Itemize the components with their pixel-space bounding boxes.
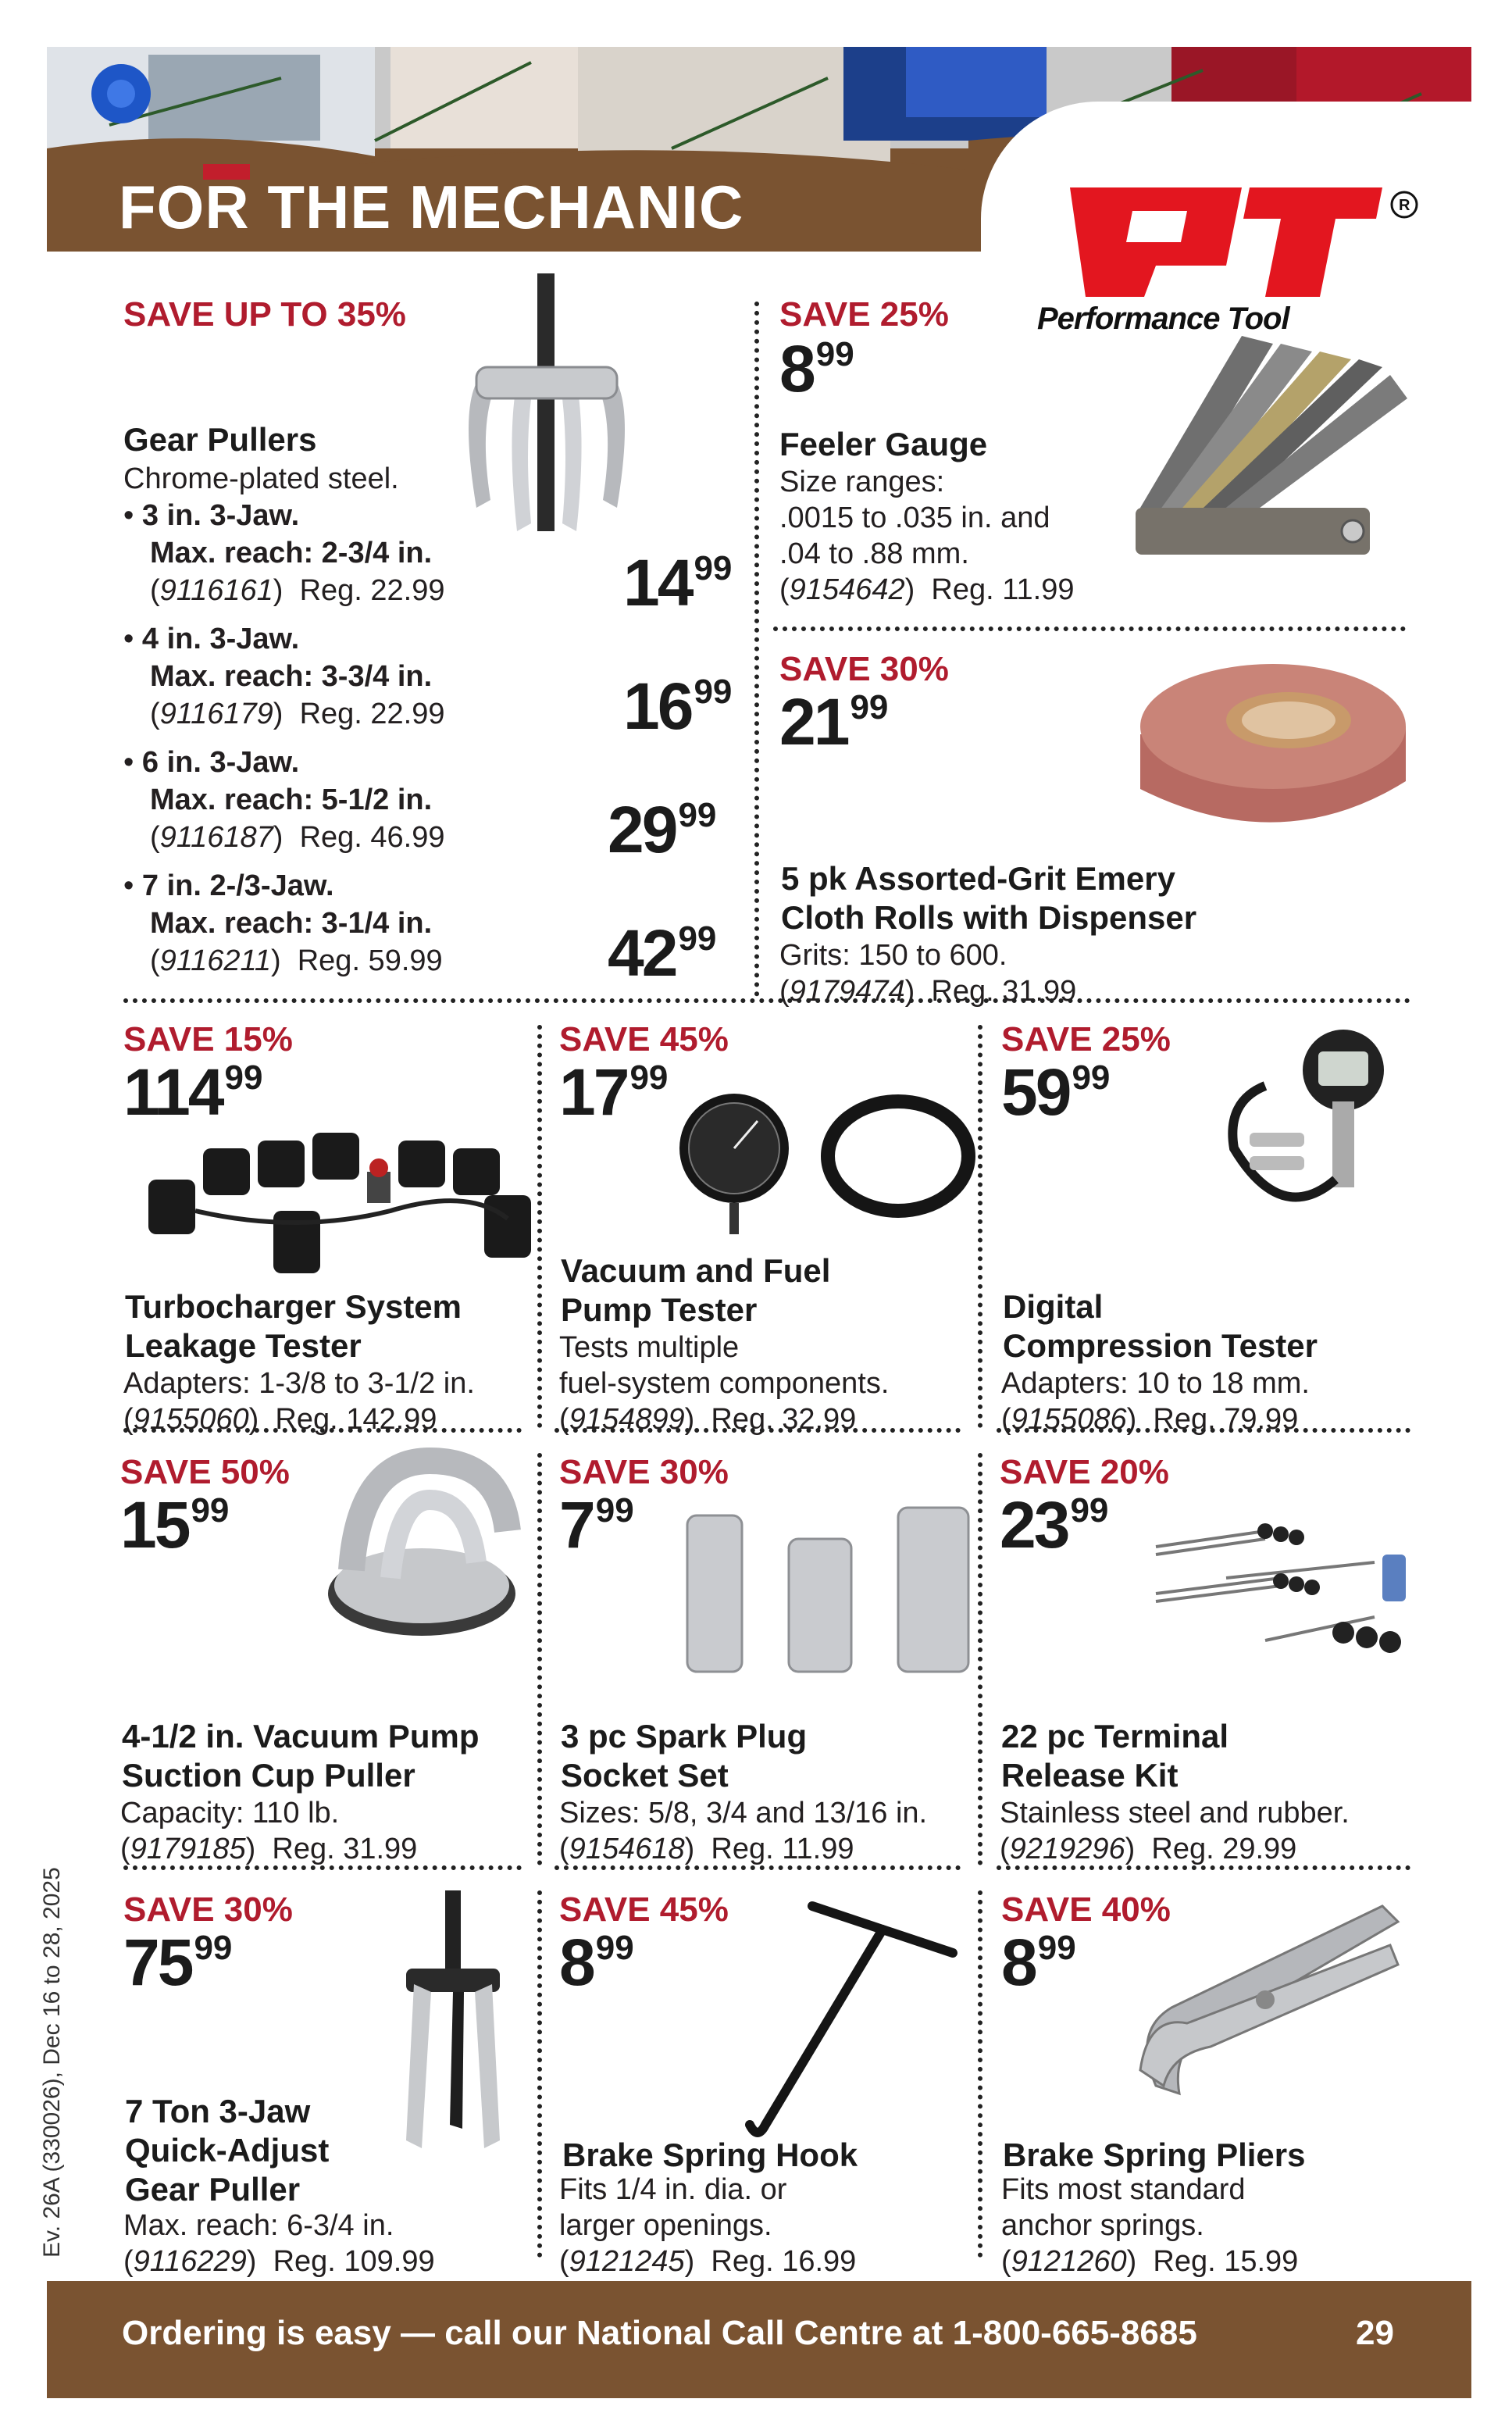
feeler-gauge-reg: (9154642) Reg. 11.99 xyxy=(779,573,1075,606)
emery-title: 5 pk Assorted-Grit Emery xyxy=(781,860,1175,897)
list-item-reg: (9116161) Reg. 22.99 xyxy=(150,574,445,607)
list-item: • 4 in. 3-Jaw. xyxy=(123,623,300,655)
product-price: $7^{99}$ xyxy=(559,1488,634,1562)
product-save: SAVE 30% xyxy=(123,1890,293,1929)
product-price: $23^{99}$ xyxy=(1000,1488,1109,1562)
list-item-reg: (9116179) Reg. 22.99 xyxy=(150,698,445,730)
divider xyxy=(754,302,759,997)
product-title: Suction Cup Puller xyxy=(122,1757,415,1794)
product-desc: Adapters: 1-3/8 to 3-1/2 in. xyxy=(123,1367,475,1400)
product-save: SAVE 40% xyxy=(1001,1890,1171,1929)
suction-cup-puller-image xyxy=(312,1445,531,1648)
flyer-page xyxy=(39,47,1471,2398)
price: $29^{99}$ xyxy=(608,793,717,866)
turbocharger-tester-image xyxy=(141,1125,547,1281)
product-desc: anchor springs. xyxy=(1001,2209,1204,2242)
spark-plug-socket-image xyxy=(679,1500,992,1687)
emery-title: Cloth Rolls with Dispenser xyxy=(781,899,1197,936)
terminal-release-kit-image xyxy=(1109,1515,1421,1687)
product-title: Socket Set xyxy=(561,1757,729,1794)
divider xyxy=(555,1865,961,1870)
vacuum-fuel-tester-image xyxy=(664,1078,992,1258)
product-price: $17^{99}$ xyxy=(559,1055,669,1129)
product-reg: (9155086) Reg. 79.99 xyxy=(1001,1403,1299,1436)
product-title: Compression Tester xyxy=(1003,1327,1318,1364)
feeler-gauge-desc: Size ranges: xyxy=(779,466,945,498)
product-price: $15^{99}$ xyxy=(120,1488,230,1562)
brake-spring-pliers-image xyxy=(1125,1890,1421,2125)
footer-bar xyxy=(47,2281,1471,2398)
divider xyxy=(537,1453,542,1865)
feeler-gauge-desc: .0015 to .035 in. and xyxy=(779,502,1050,534)
product-title: 3 pc Spark Plug xyxy=(561,1718,808,1755)
quick-adjust-gear-puller-image xyxy=(375,1890,531,2179)
list-item: • 6 in. 3-Jaw. xyxy=(123,746,300,779)
list-item-reach: Max. reach: 3-3/4 in. xyxy=(150,660,433,693)
gear-pullers-title: Gear Pullers xyxy=(123,421,317,458)
price: $16^{99}$ xyxy=(623,669,733,743)
product-title: Quick-Adjust xyxy=(125,2132,330,2169)
product-desc: fuel-system components. xyxy=(559,1367,890,1400)
product-reg: (9219296) Reg. 29.99 xyxy=(1000,1833,1297,1865)
divider xyxy=(555,1428,961,1433)
list-item-reg: (9116211) Reg. 59.99 xyxy=(150,944,443,977)
product-save: SAVE 45% xyxy=(559,1020,729,1058)
product-reg: (9121260) Reg. 15.99 xyxy=(1001,2245,1299,2278)
section-title: FOR THE MECHANIC xyxy=(119,173,744,241)
feeler-gauge-price: $8^{99}$ xyxy=(779,332,854,405)
product-save: SAVE 20% xyxy=(1000,1453,1169,1491)
emery-save: SAVE 30% xyxy=(779,650,949,688)
product-title: Pump Tester xyxy=(561,1291,758,1328)
list-item-reach: Max. reach: 2-3/4 in. xyxy=(150,537,433,569)
product-title: Turbocharger System xyxy=(125,1288,462,1325)
divider xyxy=(123,1865,522,1870)
feeler-gauge-image xyxy=(1132,320,1429,602)
product-title: Brake Spring Pliers xyxy=(1003,2136,1306,2173)
list-item-reg: (9116187) Reg. 46.99 xyxy=(150,821,445,854)
divider xyxy=(123,1428,522,1433)
product-desc: larger openings. xyxy=(559,2209,772,2242)
price: $14^{99}$ xyxy=(623,546,733,619)
product-save: SAVE 15% xyxy=(123,1020,293,1058)
emery-price: $21^{99}$ xyxy=(779,685,889,759)
price: $42^{99}$ xyxy=(608,916,717,990)
gear-pullers-desc: Chrome-plated steel. xyxy=(123,462,399,495)
product-reg: (9116229) Reg. 109.99 xyxy=(123,2245,435,2278)
product-price: $59^{99}$ xyxy=(1001,1055,1111,1129)
list-item-reach: Max. reach: 3-1/4 in. xyxy=(150,907,433,940)
product-desc: Max. reach: 6-3/4 in. xyxy=(123,2209,394,2242)
list-item: • 7 in. 2-/3-Jaw. xyxy=(123,869,334,902)
product-price: $75^{99}$ xyxy=(123,1926,233,1999)
page-number: 29 xyxy=(1356,2314,1394,2352)
svg-text:R: R xyxy=(1399,197,1410,214)
feeler-gauge-desc: .04 to .88 mm. xyxy=(779,537,969,570)
product-reg: (9121245) Reg. 16.99 xyxy=(559,2245,857,2278)
product-desc: Fits most standard xyxy=(1001,2173,1246,2206)
product-title: 4-1/2 in. Vacuum Pump xyxy=(122,1718,480,1755)
list-item: • 3 in. 3-Jaw. xyxy=(123,499,300,532)
product-title: Leakage Tester xyxy=(125,1327,362,1364)
call-centre-text: Ordering is easy — call our National Call Centre at 1-800-665-8685 xyxy=(122,2314,1197,2352)
list-item-reach: Max. reach: 5-1/2 in. xyxy=(150,784,433,816)
product-title: Vacuum and Fuel xyxy=(561,1252,831,1289)
product-title: 22 pc Terminal xyxy=(1001,1718,1229,1755)
gear-pullers-save: SAVE UP TO 35% xyxy=(123,295,406,334)
product-desc: Sizes: 5/8, 3/4 and 13/16 in. xyxy=(559,1797,928,1829)
gear-puller-image xyxy=(445,273,648,594)
product-reg: (9154899) Reg. 32.99 xyxy=(559,1403,857,1436)
feeler-gauge-title: Feeler Gauge xyxy=(779,426,988,462)
event-date-note: Ev. 26A (330026), Dec 16 to 28, 2025 xyxy=(39,1867,65,2258)
feeler-gauge-save: SAVE 25% xyxy=(779,295,949,334)
product-save: SAVE 25% xyxy=(1001,1020,1171,1058)
product-price: $114^{99}$ xyxy=(123,1055,263,1129)
product-desc: Capacity: 110 lb. xyxy=(120,1797,340,1829)
product-desc: Fits 1/4 in. dia. or xyxy=(559,2173,787,2206)
compression-tester-image xyxy=(1218,1023,1406,1289)
product-desc: Stainless steel and rubber. xyxy=(1000,1797,1350,1829)
product-price: $8^{99}$ xyxy=(1001,1926,1076,1999)
product-save: SAVE 30% xyxy=(559,1453,729,1491)
product-reg: (9154618) Reg. 11.99 xyxy=(559,1833,854,1865)
product-price: $8^{99}$ xyxy=(559,1926,634,1999)
product-desc: Adapters: 10 to 18 mm. xyxy=(1001,1367,1310,1400)
brand-name: Performance Tool xyxy=(1037,302,1289,336)
divider xyxy=(997,1865,1410,1870)
product-save: SAVE 45% xyxy=(559,1890,729,1929)
product-desc: Tests multiple xyxy=(559,1331,740,1364)
product-title: Gear Puller xyxy=(125,2171,301,2208)
divider xyxy=(123,998,1410,1003)
product-title: Digital xyxy=(1003,1288,1104,1325)
emery-reg: (9179474) Reg. 31.99 xyxy=(779,975,1077,1008)
divider xyxy=(997,1428,1410,1433)
product-reg: (9155060) Reg. 142.99 xyxy=(123,1403,437,1436)
emery-cloth-roll-image xyxy=(1125,648,1437,844)
divider xyxy=(978,1890,982,2258)
product-reg: (9179185) Reg. 31.99 xyxy=(120,1833,418,1865)
emery-desc: Grits: 150 to 600. xyxy=(779,939,1007,972)
product-save: SAVE 50% xyxy=(120,1453,290,1491)
divider xyxy=(537,1890,542,2258)
divider xyxy=(773,626,1406,631)
brake-spring-hook-image xyxy=(703,1890,968,2148)
product-title: 7 Ton 3-Jaw xyxy=(125,2093,311,2129)
product-title: Brake Spring Hook xyxy=(562,2136,858,2173)
product-title: Release Kit xyxy=(1001,1757,1179,1794)
